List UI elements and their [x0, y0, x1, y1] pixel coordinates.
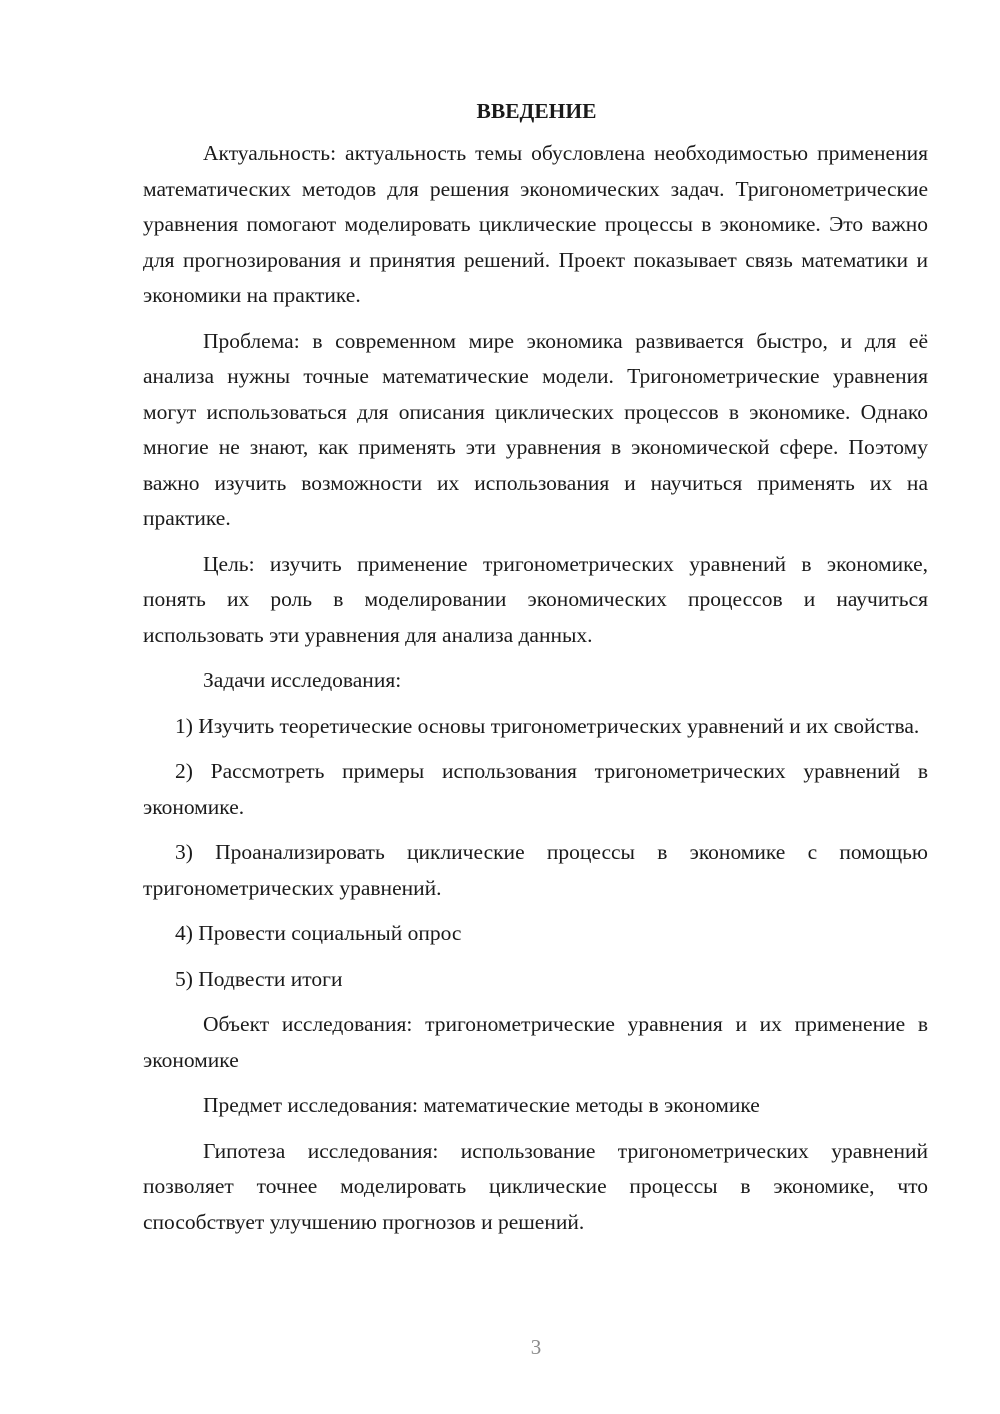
task-item-1: 1) Изучить теоретические основы тригонометрических уравнений и их свойства. [175, 713, 920, 738]
page-number: 3 [530, 1335, 542, 1359]
paragraph-goal: Цель: изучить применение тригонометрических уравнений в экономике, понять их роль в моделировании экономических процессов и научиться использовать эти уравнения для анализа данных. [143, 551, 928, 647]
paragraph-object: Объект исследования: тригонометрические уравнения и их применение в экономике [143, 1012, 928, 1072]
tasks-heading: Задачи исследования: [203, 668, 402, 692]
task-item-2: 2) Рассмотреть примеры использования тригонометрических уравнений в экономике. [143, 759, 928, 819]
paragraph-subject: Предмет исследования: математические методы в экономике [203, 1093, 760, 1117]
document-body [143, 96, 928, 1240]
task-item-5: 5) Подвести итоги [175, 966, 343, 991]
paragraph-relevance: Актуальность: актуальность темы обусловлена необходимостью применения математических методов для решения экономических задач. Тригонометрические уравнения помогают моделировать циклические процессы в экономике. Это важно для прогнозирования и принятия решений. Проект показывает связь математики и экономики на практике. [143, 141, 928, 307]
task-item-4: 4) Провести социальный опрос [175, 921, 462, 945]
section-heading: ВВЕДЕНИЕ [476, 99, 597, 123]
task-item-3: 3) Проанализировать циклические процессы в экономике с помощью тригонометрических уравнений. [143, 840, 928, 900]
paragraph-hypothesis: Гипотеза исследования: использование тригонометрических уравнений позволяет точнее моделировать циклические процессы в экономике, что способствует улучшению прогнозов и решений. [143, 1138, 928, 1234]
paragraph-problem: Проблема: в современном мире экономика развивается быстро, и для её анализа нужны точные математические модели. Тригонометрические уравнения могут использоваться для описания циклических процессов в экономике. Однако многие не знают, как применять эти уравнения в экономической сфере. Поэтому важно изучить возможности их использования и научиться применять их на практике. [143, 328, 928, 530]
